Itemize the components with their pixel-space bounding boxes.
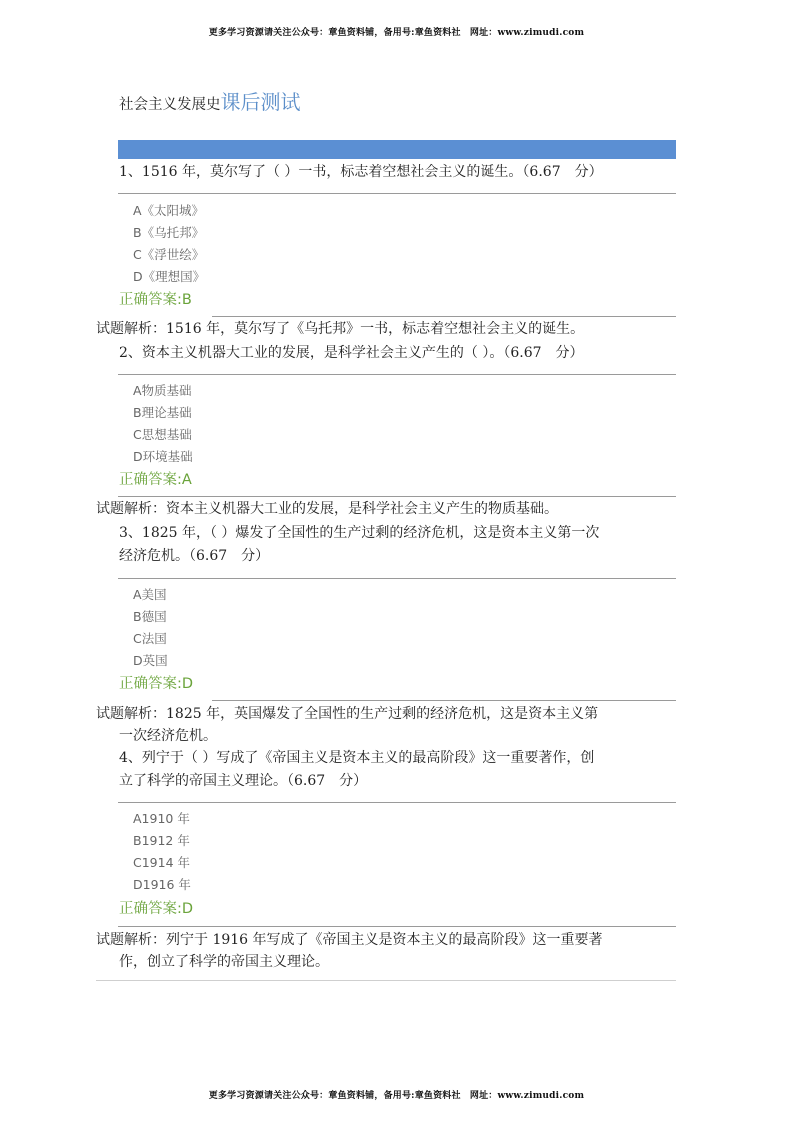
- question-1-text: 1、1516 年，莫尔写了（ ）一书，标志着空想社会主义的诞生。（6.67 分）: [119, 164, 603, 180]
- question-3-option-d[interactable]: D英国: [133, 653, 168, 668]
- question-4-text-line2: 立了科学的帝国主义理论。（6.67 分）: [119, 773, 368, 789]
- question-4-analysis-line1: 试题解析：列宁于 1916 年写成了《帝国主义是资本主义的最高阶段》这一重要著: [96, 932, 603, 948]
- question-1-option-d[interactable]: D《理想国》: [133, 269, 206, 284]
- question-2-option-c[interactable]: C思想基础: [133, 427, 192, 442]
- question-2-answer: 正确答案:A: [119, 472, 192, 488]
- question-2-option-b[interactable]: B理论基础: [133, 405, 192, 420]
- footer-banner: 更多学习资源请关注公众号：章鱼资料铺，备用号:章鱼资料社 网址：www.zimudi.com: [208, 1091, 585, 1101]
- question-2-option-d[interactable]: D环境基础: [133, 449, 193, 464]
- question-4-text: [119, 747, 679, 793]
- question-2-divider: [118, 374, 676, 375]
- question-4-divider: [118, 802, 676, 803]
- question-1-answer-divider: [212, 316, 676, 317]
- header-banner: 更多学习资源请关注公众号：章鱼资料铺，备用号:章鱼资料社 网址：www.zimudi.com: [208, 28, 585, 38]
- question-3-text-line2: 经济危机。（6.67 分）: [119, 548, 270, 564]
- page-title-main: 社会主义发展史: [119, 97, 221, 113]
- question-3-text-line1: 3、1825 年，（ ）爆发了全国性的生产过剩的经济危机，这是资本主义第一次: [119, 525, 600, 541]
- question-4-option-b[interactable]: B1912 年: [133, 833, 190, 848]
- question-3-divider: [118, 578, 676, 579]
- question-3-analysis-line1: 试题解析：1825 年，英国爆发了全国性的生产过剩的经济危机，这是资本主义第: [96, 706, 599, 722]
- question-3-option-c[interactable]: C法国: [133, 631, 167, 646]
- question-1-answer: 正确答案:B: [119, 292, 192, 308]
- question-2-analysis-line1: 试题解析：资本主义机器大工业的发展，是科学社会主义产生的物质基础。: [96, 501, 558, 517]
- question-3-answer: 正确答案:D: [119, 676, 194, 692]
- question-2-option-a[interactable]: A物质基础: [133, 383, 192, 398]
- question-1-divider: [118, 193, 676, 194]
- question-4-answer: 正确答案:D: [119, 901, 194, 917]
- question-3-text: [119, 522, 679, 568]
- question-3-option-a[interactable]: A美国: [133, 587, 167, 602]
- question-4-option-c[interactable]: C1914 年: [133, 855, 191, 870]
- question-4-option-a[interactable]: A1910 年: [133, 811, 190, 826]
- question-3-answer-divider: [212, 700, 676, 701]
- question-1-analysis-line1: 试题解析：1516 年，莫尔写了《乌托邦》一书，标志着空想社会主义的诞生。: [96, 321, 585, 337]
- question-1-option-a[interactable]: A《太阳城》: [133, 203, 205, 218]
- bottom-divider: [96, 980, 676, 981]
- question-1-option-b[interactable]: B《乌托邦》: [133, 225, 205, 240]
- question-4-analysis-line2: 作，创立了科学的帝国主义理论。: [119, 954, 329, 970]
- question-4-option-d[interactable]: D1916 年: [133, 877, 191, 892]
- question-3-option-b[interactable]: B德国: [133, 609, 167, 624]
- question-3-analysis: [96, 703, 676, 747]
- question-3-analysis-line2: 一次经济危机。: [119, 728, 217, 744]
- title-bar: [118, 140, 676, 159]
- question-1-option-c[interactable]: C《浮世绘》: [133, 247, 205, 262]
- question-1-analysis: [96, 318, 676, 340]
- question-4-text-line1: 4、列宁于（ ）写成了《帝国主义是资本主义的最高阶段》这一重要著作，创: [119, 750, 595, 766]
- question-4-analysis: [96, 929, 676, 973]
- page-title: [119, 86, 301, 115]
- question-2-analysis: [96, 498, 676, 520]
- question-4-answer-divider: [118, 926, 676, 927]
- page-title-accent: 课后测试: [220, 90, 301, 114]
- question-2-answer-divider: [118, 496, 676, 497]
- question-2-text: 2、资本主义机器大工业的发展，是科学社会主义产生的（ ）。（6.67 分）: [119, 345, 584, 361]
